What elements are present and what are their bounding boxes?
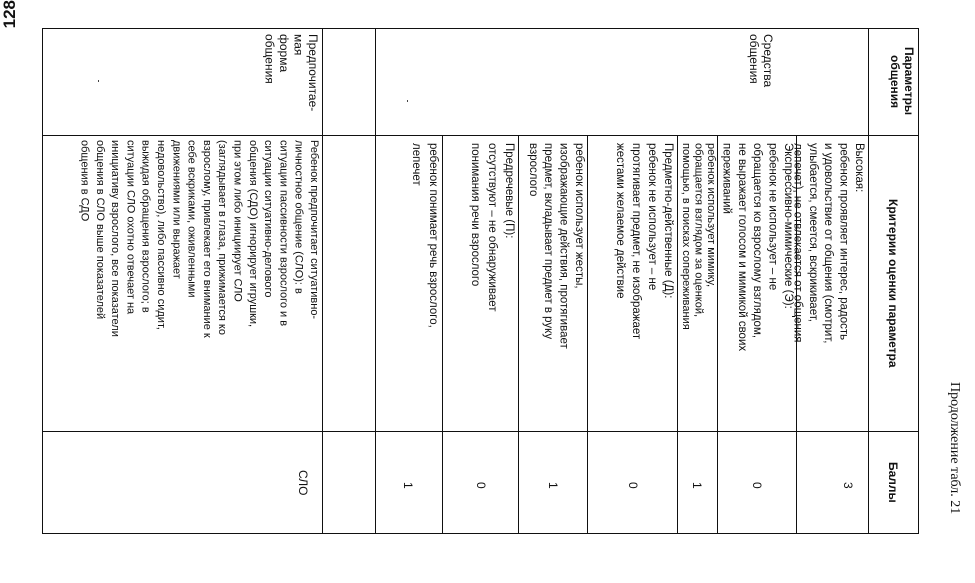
criteria-preferred-form: Ребенок предпочитает ситуативно- личностное общение (СЛО): в ситуации пассивности взрослого и в ситуации ситуативно-делового общения (СДО) игнорирует игрушки, при этом либо инициирует СЛО (заглядывает в глаза, прижимается ко взрослому, привлекает его внимание к себе вскриками, оживленными движениями или выражает недовольство), либо пассивно сидит, выжидая обращения взрослого; в ситуации СЛО охотно отвечает на инициативу взрослого, все показатели общения в СЛО выше показателей общения в СДО [78,140,320,338]
header-score: Баллы [886,461,900,503]
param-preferred-form: Предпочитае- мая форма общения [262,34,320,112]
dot-mark [407,100,408,102]
score-expressive-0: 0 [750,482,764,489]
score-expressive-1: 1 [690,482,704,489]
score-prespeech-0: 0 [474,482,488,489]
header-criteria: Критерии оценки параметра [886,198,900,368]
score-object-action-1: 1 [546,482,560,489]
criteria-high: Высокая: ребенок проявляет интерес, радость и удовольствие от общения (смотрит, улыбается, смеется, вскрикивает, лепечет), не отвлекается от общения [791,143,865,344]
criteria-object-action-0: Предметно-действенные (Д): ребенок не использует – не протягивает предмет, не изображает жестами желаемое действие [614,143,674,340]
criteria-prespeech-1: ребенок понимает речь взрослого, лепечет [410,143,439,328]
page-number: 128 [0,0,19,29]
score-prespeech-1: 1 [401,482,415,489]
table-caption: Продолжение табл. 21 [947,382,962,515]
score-object-action-0: 0 [626,482,640,489]
score-preferred-form: СЛО [296,470,310,496]
criteria-expressive-0: Экспрессивно-мимические (Э): ребенок не использует – не обращается ко взрослому взглядом, не выражает голосом и мимикой своих переживаний [720,143,794,352]
criteria-expressive-1: ребенок использует мимику, обращается взглядом за оценкой, помощью, в поисках сопереживания [680,143,717,330]
criteria-prespeech-0: Предречевые (П): отсутствуют – не обнаруживает понимания речи взрослого [469,143,515,312]
dot-mark [98,80,99,82]
header-param: Параметры общения [888,47,916,116]
score-high: 3 [841,482,855,489]
criteria-object-action-1: ребенок использует жесты, изображающие действия, протягивает предмет, вкладывает предмет в руку взрослого [526,143,585,349]
param-communication-means: Средства общения [747,34,775,88]
